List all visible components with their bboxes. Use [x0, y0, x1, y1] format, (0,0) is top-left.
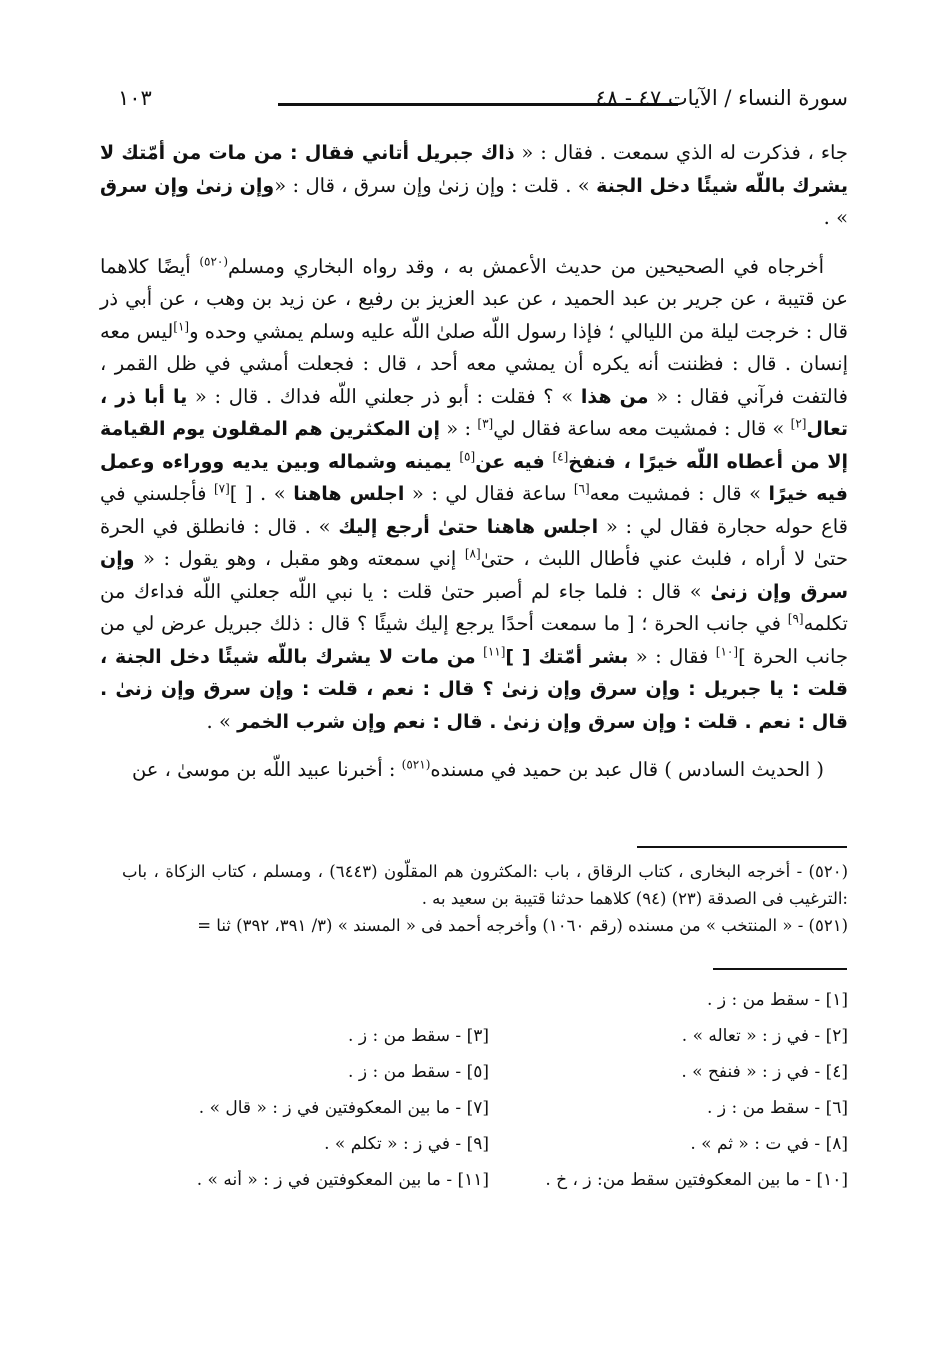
- footnote-520: (٥٢٠) - أخرجه البخارى ، كتاب الرقاق ، باب :المكثرون هم المقلّون (٦٤٤٣) ، ومسلم ، كتاب الزكاة ، باب :الترغيب فى الصدقة (٢٣) (٩٤) كلاهما حدثنا قتيبة بن سعيد به .: [122, 862, 848, 908]
- note-row: [130, 982, 848, 1018]
- note-ref: [٣]: [477, 416, 494, 431]
- running-title: سورة النساء / الآيات ٤٧ - ٤٨: [595, 86, 848, 110]
- note: [٧] - ما بين المعكوفتين في ز : « قال » .: [198, 1098, 489, 1118]
- note-ref: [٧]: [213, 481, 230, 496]
- note-row: [130, 1090, 848, 1126]
- note: [٩] - في ز : « تكلم » .: [324, 1134, 489, 1154]
- note-row: [130, 1126, 848, 1162]
- footnote-ref: (٥٢١): [401, 757, 431, 772]
- paragraph-1: جاء ، فذكرت له الذي سمعت . فقال : « ذاك جبريل أتاني فقال : من مات من أمّتك لا يشرك باللّه شيئًا دخل الجنة » . قلت : وإن زنىٰ وإن سرق ، قال : «وإن زنىٰ وإن سرق » .: [100, 141, 848, 229]
- note-ref: [٥]: [459, 449, 476, 463]
- note-row: [130, 1054, 848, 1090]
- note: [٦] - سقط من : ز .: [707, 1098, 848, 1118]
- note-ref: [١١]: [483, 644, 506, 658]
- footnote-ref: (٥٢٠): [199, 254, 229, 268]
- note-ref: [٢]: [790, 416, 807, 431]
- paragraph-3: ( الحديث السادس ) قال عبد بن حميد في مسنده$^{(٥٢١)}$ : أخبرنا عبيد اللّه بن موسىٰ ، عن: [131, 757, 824, 781]
- footnote-separator: [637, 846, 847, 848]
- note: [٢] - في ز : « تعاله » .: [681, 1026, 848, 1046]
- note-ref: [٨]: [464, 546, 481, 561]
- note-ref: [٤]: [552, 449, 569, 463]
- note-row: [130, 1018, 848, 1054]
- note-row: [130, 1162, 848, 1198]
- paragraph-2: أخرجاه في الصحيحين من حديث الأعمش به ، وقد رواه البخاري ومسلم$^{(٥٢٠)}$ أيضًا كلاهما عن قتيبة ، عن جرير بن عبد الحميد ، عن عبد العزيز بن رفيع ، عن زيد بن وهب ، عن أبي ذر قال : خرجت ليلة من الليالي ؛ فإذا رسول اللّه صلىٰ اللّه عليه وسلم يمشي وحده و[١]ليس معه إنسان . قال : فظننت أنه يكره أن يمشي معه أحد ، قال : فجعلت أمشي في ظل القمر ، فالتفت فرآني فقال : « من هذا » ؟ فقلت : أبو ذر جعلني اللّه فداك . قال : « يا أبا ذر ، تعال[٢] » قال : فمشيت معه ساعة فقال لي[٣] : « إن المكثرين هم المقلون يوم القيامة إلا من أعطاه اللّه خيرًا ، فنفخ[٤] فيه عن[٥] يمينه وشماله وبين يديه ووراءه وعمل فيه خيرًا » قال : فمشيت معه[٦] ساعة فقال لي : « اجلس هاهنا » . [ ][٧] فأجلسني في قاع حوله حجارة فقال لي : « اجلس هاهنا حتىٰ أرجع إليك » . قال : فانطلق في الحرة حتىٰ لا أراه ، فلبث عني فأطال اللبث ، حتىٰ[٨] إني سمعته وهو مقبل ، وهو يقول : « وإن سرق وإن زنىٰ » قال : فلما جاء لم أصبر حتىٰ قلت : يا نبي اللّه جعلني اللّه فداءك من تكلمه[٩] في جانب الحرة ؛ [ ما سمعت أحدًا يرجع إليك شيئًا ؟ قال : ذلك جبريل عرض لي من جانب الحرة ][١٠] فقال : « بشر أمّتك [ ][١١] من مات لا يشرك باللّه شيئًا دخل الجنة ، قلت : يا جبريل : وإن سرق وإن زنىٰ ؟ قال : نعم ، قلت : وإن سرق وإن زنىٰ . قال : نعم . قلت : وإن سرق وإن زنىٰ . قال : نعم وإن شرب الخمر » .: [100, 254, 849, 733]
- main-text: [100, 137, 848, 787]
- note-ref: [١]: [173, 319, 190, 333]
- note-ref: [٦]: [573, 481, 590, 496]
- note: [١] - سقط من : ز .: [707, 990, 848, 1010]
- page-number: ١٠٣: [118, 86, 152, 110]
- note: [٤] - في ز : « فنفح » .: [681, 1062, 848, 1082]
- note: [١٠] - ما بين المعكوفتين سقط من: ز ، خ .: [545, 1170, 848, 1190]
- note-ref: [١٠]: [715, 644, 739, 658]
- page-header: [108, 86, 848, 120]
- notes-separator: [713, 968, 847, 970]
- note: [٨] - في ت : « ثم » .: [690, 1134, 848, 1154]
- footnote-521: (٥٢١) - « المنتخب » من مسنده (رقم ١٠٦٠) وأخرجه أحمد فى « المسند » (٣/ ٣٩١، ٣٩٢) ثنا =: [197, 916, 848, 935]
- note-ref: [٩]: [787, 611, 804, 626]
- note: [٥] - سقط من : ز .: [348, 1062, 489, 1082]
- critical-apparatus: [130, 982, 848, 1198]
- note: [١١] - ما بين المعكوفتين في ز : « أنه » .: [196, 1170, 489, 1190]
- note: [٣] - سقط من : ز .: [348, 1026, 489, 1046]
- footnotes: [122, 858, 848, 939]
